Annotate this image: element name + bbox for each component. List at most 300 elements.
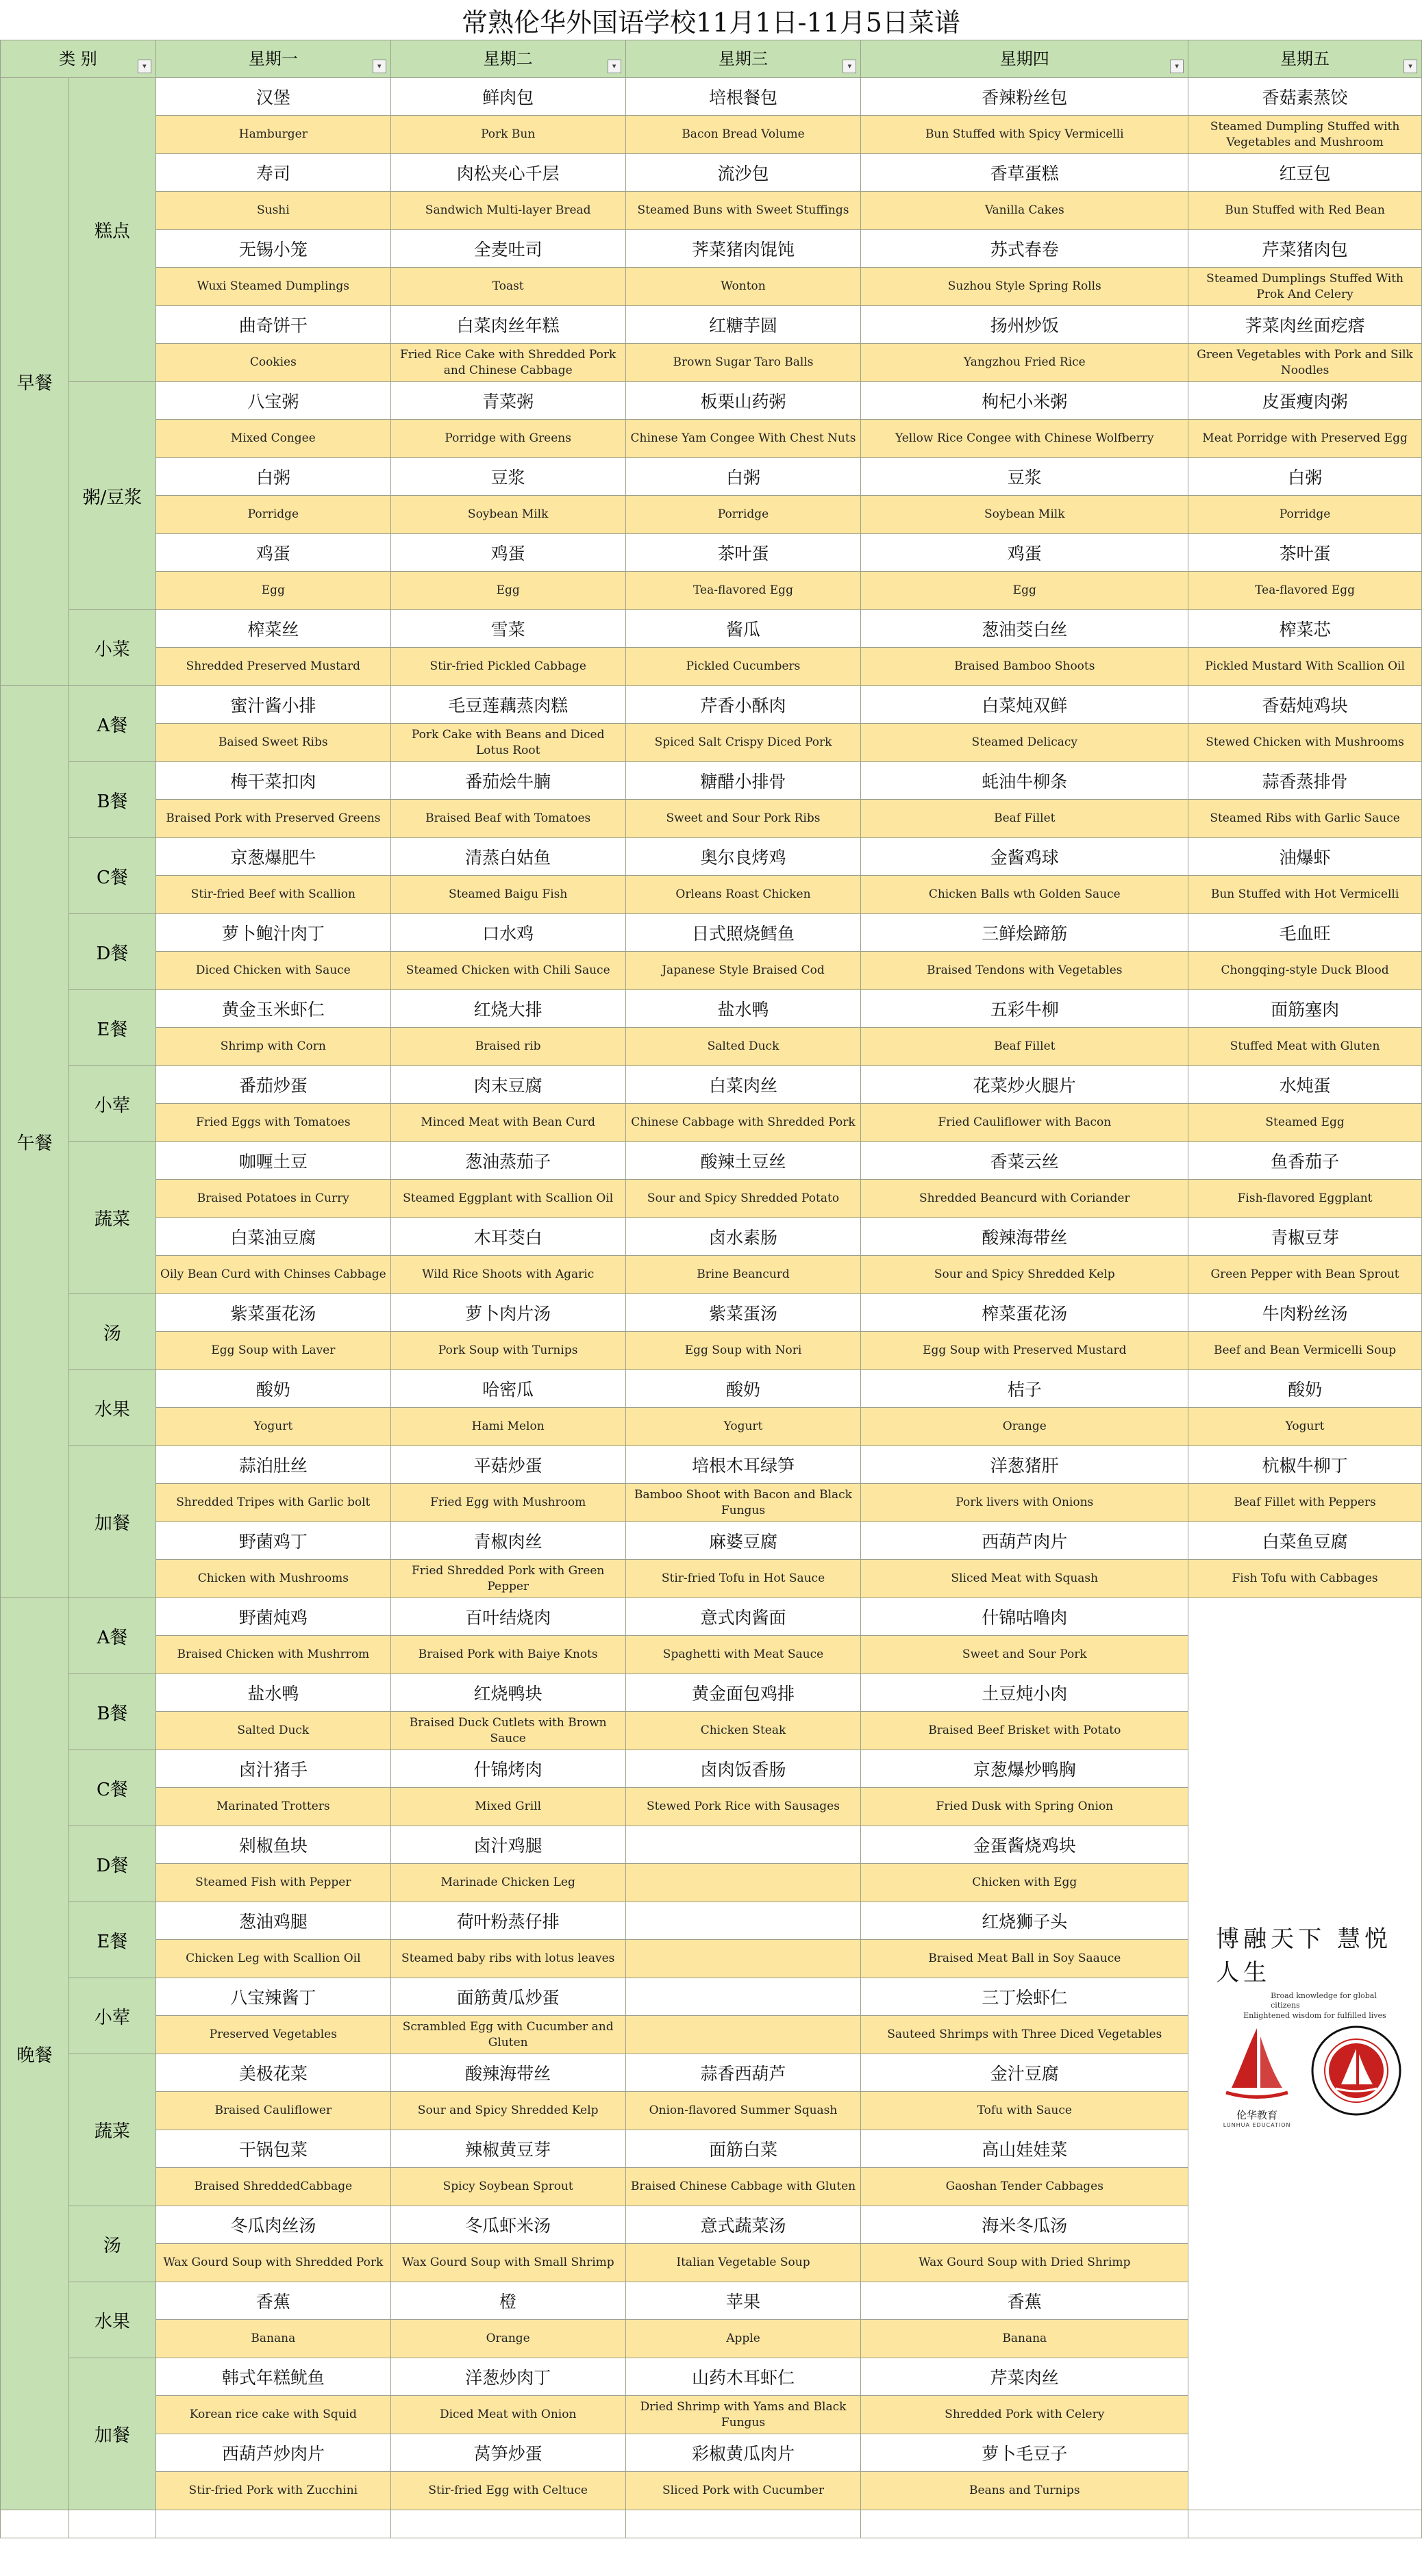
dish-name-zh[interactable]: 鸡蛋 — [390, 534, 625, 572]
dish-name-en[interactable]: Steamed Delicacy — [861, 724, 1188, 762]
dish-name-en[interactable]: Steamed Eggplant with Scallion Oil — [390, 1180, 625, 1218]
dish-name-en[interactable]: Onion-flavored Summer Squash — [625, 2092, 861, 2130]
dish-name-zh[interactable]: 酸辣海带丝 — [861, 1218, 1188, 1256]
dish-name-en[interactable]: Diced Chicken with Sauce — [155, 952, 390, 990]
dish-name-en[interactable]: Shredded Pork with Celery — [861, 2396, 1188, 2434]
dish-name-zh[interactable]: 榨菜芯 — [1188, 610, 1422, 648]
category-header[interactable] — [1, 40, 156, 78]
dish-name-zh[interactable]: 红豆包 — [1188, 154, 1422, 192]
dish-name-en[interactable]: Wonton — [625, 268, 861, 306]
dish-name-en[interactable]: Steamed Fish with Pepper — [155, 1864, 390, 1902]
dish-name-zh[interactable]: 糖醋小排骨 — [625, 762, 861, 800]
dish-name-zh[interactable]: 意式蔬菜汤 — [625, 2206, 861, 2244]
dish-name-en[interactable]: Oily Bean Curd with Chinses Cabbage — [155, 1256, 390, 1294]
dish-name-zh[interactable]: 毛豆莲藕蒸肉糕 — [390, 686, 625, 724]
dish-name-zh[interactable]: 金酱鸡球 — [861, 838, 1188, 876]
dish-name-zh[interactable]: 萝卜肉片汤 — [390, 1294, 625, 1332]
dish-name-en[interactable]: Porridge — [1188, 496, 1422, 534]
dish-name-zh[interactable]: 三丁烩虾仁 — [861, 1978, 1188, 2016]
dish-name-zh[interactable]: 茶叶蛋 — [1188, 534, 1422, 572]
dish-name-zh[interactable]: 葱油鸡腿 — [155, 1902, 390, 1940]
dish-name-zh[interactable]: 流沙包 — [625, 154, 861, 192]
dish-name-en[interactable]: Green Pepper with Bean Sprout — [1188, 1256, 1422, 1294]
dish-name-en[interactable]: Tea-flavored Egg — [625, 572, 861, 610]
dish-name-en[interactable]: Mixed Grill — [390, 1788, 625, 1826]
dish-name-en[interactable]: Banana — [861, 2320, 1188, 2358]
dish-name-en[interactable]: Stewed Pork Rice with Sausages — [625, 1788, 861, 1826]
dish-name-en[interactable]: Chicken with Mushrooms — [155, 1560, 390, 1598]
dish-name-zh[interactable]: 荠菜猪肉馄饨 — [625, 230, 861, 268]
dish-name-zh[interactable]: 油爆虾 — [1188, 838, 1422, 876]
dish-name-zh[interactable]: 酸辣海带丝 — [390, 2054, 625, 2092]
dish-name-en[interactable] — [625, 1940, 861, 1978]
dish-name-zh[interactable]: 香蕉 — [861, 2282, 1188, 2320]
dish-name-en[interactable]: Braised Chinese Cabbage with Gluten — [625, 2168, 861, 2206]
filter-dropdown-icon[interactable]: ▾ — [843, 60, 856, 73]
dish-name-en[interactable]: Toast — [390, 268, 625, 306]
dish-name-zh[interactable]: 无锡小笼 — [155, 230, 390, 268]
dish-name-en[interactable]: Braised Duck Cutlets with Brown Sauce — [390, 1712, 625, 1750]
dish-name-zh[interactable]: 辣椒黄豆芽 — [390, 2130, 625, 2168]
dish-name-zh[interactable]: 榨菜丝 — [155, 610, 390, 648]
dish-name-en[interactable]: Steamed Buns with Sweet Stuffings — [625, 192, 861, 230]
dish-name-en[interactable]: Pork Soup with Turnips — [390, 1332, 625, 1370]
dish-name-en[interactable]: Steamed Ribs with Garlic Sauce — [1188, 800, 1422, 838]
dish-name-en[interactable]: Chinese Cabbage with Shredded Pork — [625, 1104, 861, 1142]
dish-name-en[interactable]: Bamboo Shoot with Bacon and Black Fungus — [625, 1484, 861, 1522]
dish-name-en[interactable]: Braised Bamboo Shoots — [861, 648, 1188, 686]
dish-name-en[interactable]: Beaf Fillet — [861, 800, 1188, 838]
dish-name-en[interactable]: Italian Vegetable Soup — [625, 2244, 861, 2282]
dish-name-en[interactable]: Gaoshan Tender Cabbages — [861, 2168, 1188, 2206]
dish-name-en[interactable]: Braised Chicken with Mushrrom — [155, 1636, 390, 1674]
dish-name-en[interactable]: Wax Gourd Soup with Shredded Pork — [155, 2244, 390, 2282]
dish-name-en[interactable]: Egg Soup with Preserved Mustard — [861, 1332, 1188, 1370]
dish-name-zh[interactable]: 葱油茭白丝 — [861, 610, 1188, 648]
dish-name-zh[interactable]: 野菌鸡丁 — [155, 1522, 390, 1560]
dish-name-en[interactable]: Salted Duck — [625, 1028, 861, 1066]
dish-name-zh[interactable]: 蒜香西葫芦 — [625, 2054, 861, 2092]
dish-name-en[interactable]: Sour and Spicy Shredded Kelp — [390, 2092, 625, 2130]
dish-name-en[interactable]: Yogurt — [1188, 1408, 1422, 1446]
dish-name-en[interactable]: Chongqing-style Duck Blood — [1188, 952, 1422, 990]
dish-name-en[interactable]: Braised Meat Ball in Soy Saauce — [861, 1940, 1188, 1978]
dish-name-zh[interactable]: 西葫芦肉片 — [861, 1522, 1188, 1560]
dish-name-zh[interactable]: 卤汁猪手 — [155, 1750, 390, 1788]
dish-name-zh[interactable]: 金汁豆腐 — [861, 2054, 1188, 2092]
dish-name-zh[interactable]: 香菜云丝 — [861, 1142, 1188, 1180]
dish-name-zh[interactable]: 三鲜烩蹄筋 — [861, 914, 1188, 952]
dish-name-zh[interactable]: 曲奇饼干 — [155, 306, 390, 344]
dish-name-en[interactable]: Chicken with Egg — [861, 1864, 1188, 1902]
dish-name-en[interactable]: Yogurt — [155, 1408, 390, 1446]
dish-name-zh[interactable] — [625, 1902, 861, 1940]
dish-name-en[interactable]: Steamed Egg — [1188, 1104, 1422, 1142]
dish-name-zh[interactable]: 芹菜猪肉包 — [1188, 230, 1422, 268]
dish-name-zh[interactable]: 香菇炖鸡块 — [1188, 686, 1422, 724]
dish-name-en[interactable]: Fried Rice Cake with Shredded Pork and Chinese Cabbage — [390, 344, 625, 382]
dish-name-en[interactable]: Fried Shredded Pork with Green Pepper — [390, 1560, 625, 1598]
dish-name-zh[interactable]: 花菜炒火腿片 — [861, 1066, 1188, 1104]
dish-name-zh[interactable]: 面筋塞肉 — [1188, 990, 1422, 1028]
dish-name-en[interactable]: Wuxi Steamed Dumplings — [155, 268, 390, 306]
dish-name-zh[interactable]: 黄金玉米虾仁 — [155, 990, 390, 1028]
dish-name-zh[interactable]: 苏式春卷 — [861, 230, 1188, 268]
dish-name-zh[interactable]: 八宝辣酱丁 — [155, 1978, 390, 2016]
dish-name-zh[interactable]: 茶叶蛋 — [625, 534, 861, 572]
dish-name-en[interactable]: Hamburger — [155, 116, 390, 154]
dish-name-en[interactable]: Stir-fried Tofu in Hot Sauce — [625, 1560, 861, 1598]
dish-name-zh[interactable]: 毛血旺 — [1188, 914, 1422, 952]
dish-name-en[interactable]: Yellow Rice Congee with Chinese Wolfberry — [861, 420, 1188, 458]
dish-name-en[interactable]: Fried Cauliflower with Bacon — [861, 1104, 1188, 1142]
dish-name-zh[interactable]: 黄金面包鸡排 — [625, 1674, 861, 1712]
dish-name-en[interactable]: Bun Stuffed with Red Bean — [1188, 192, 1422, 230]
dish-name-en[interactable]: Pork livers with Onions — [861, 1484, 1188, 1522]
dish-name-zh[interactable]: 哈密瓜 — [390, 1370, 625, 1408]
dish-name-zh[interactable]: 土豆炖小肉 — [861, 1674, 1188, 1712]
dish-name-en[interactable]: Soybean Milk — [390, 496, 625, 534]
dish-name-zh[interactable]: 韩式年糕鱿鱼 — [155, 2358, 390, 2396]
dish-name-en[interactable]: Dried Shrimp with Yams and Black Fungus — [625, 2396, 861, 2434]
dish-name-zh[interactable]: 冬瓜肉丝汤 — [155, 2206, 390, 2244]
dish-name-en[interactable]: Orleans Roast Chicken — [625, 876, 861, 914]
dish-name-en[interactable]: Bacon Bread Volume — [625, 116, 861, 154]
dish-name-en[interactable]: Fish Tofu with Cabbages — [1188, 1560, 1422, 1598]
dish-name-en[interactable]: Pork Bun — [390, 116, 625, 154]
dish-name-zh[interactable]: 白菜肉丝 — [625, 1066, 861, 1104]
dish-name-zh[interactable]: 豆浆 — [861, 458, 1188, 496]
dish-name-en[interactable]: Steamed Baigu Fish — [390, 876, 625, 914]
dish-name-en[interactable]: Sliced Meat with Squash — [861, 1560, 1188, 1598]
dish-name-zh[interactable]: 肉末豆腐 — [390, 1066, 625, 1104]
dish-name-en[interactable]: Korean rice cake with Squid — [155, 2396, 390, 2434]
dish-name-en[interactable]: Preserved Vegetables — [155, 2016, 390, 2054]
dish-name-en[interactable]: Stuffed Meat with Gluten — [1188, 1028, 1422, 1066]
dish-name-zh[interactable]: 白粥 — [1188, 458, 1422, 496]
dish-name-zh[interactable]: 红烧狮子头 — [861, 1902, 1188, 1940]
dish-name-en[interactable]: Suzhou Style Spring Rolls — [861, 268, 1188, 306]
dish-name-zh[interactable]: 洋葱猪肝 — [861, 1446, 1188, 1484]
dish-name-en[interactable]: Yangzhou Fried Rice — [861, 344, 1188, 382]
dish-name-zh[interactable]: 奥尔良烤鸡 — [625, 838, 861, 876]
dish-name-en[interactable]: Steamed Dumpling Stuffed with Vegetables and Mushroom — [1188, 116, 1422, 154]
dish-name-zh[interactable]: 萝卜毛豆子 — [861, 2434, 1188, 2472]
dish-name-zh[interactable]: 鲜肉包 — [390, 78, 625, 116]
filter-dropdown-icon[interactable]: ▾ — [608, 60, 621, 73]
dish-name-en[interactable]: Egg — [390, 572, 625, 610]
dish-name-en[interactable]: Chinese Yam Congee With Chest Nuts — [625, 420, 861, 458]
dish-name-zh[interactable]: 八宝粥 — [155, 382, 390, 420]
dish-name-zh[interactable]: 苹果 — [625, 2282, 861, 2320]
dish-name-en[interactable]: Egg Soup with Laver — [155, 1332, 390, 1370]
dish-name-zh[interactable]: 桔子 — [861, 1370, 1188, 1408]
filter-dropdown-icon[interactable]: ▾ — [1170, 60, 1184, 73]
dish-name-zh[interactable]: 五彩牛柳 — [861, 990, 1188, 1028]
dish-name-zh[interactable]: 口水鸡 — [390, 914, 625, 952]
dish-name-en[interactable]: Braised Cauliflower — [155, 2092, 390, 2130]
dish-name-zh[interactable]: 青菜粥 — [390, 382, 625, 420]
dish-name-zh[interactable]: 青椒肉丝 — [390, 1522, 625, 1560]
dish-name-zh[interactable]: 百叶结烧肉 — [390, 1598, 625, 1636]
dish-name-zh[interactable]: 紫菜蛋花汤 — [155, 1294, 390, 1332]
dish-name-en[interactable]: Shredded Tripes with Garlic bolt — [155, 1484, 390, 1522]
dish-name-en[interactable]: Baised Sweet Ribs — [155, 724, 390, 762]
dish-name-zh[interactable]: 葱油蒸茄子 — [390, 1142, 625, 1180]
dish-name-zh[interactable]: 酸奶 — [1188, 1370, 1422, 1408]
dish-name-zh[interactable]: 蒜泊肚丝 — [155, 1446, 390, 1484]
dish-name-zh[interactable]: 白菜鱼豆腐 — [1188, 1522, 1422, 1560]
dish-name-zh[interactable]: 日式照烧鳕鱼 — [625, 914, 861, 952]
dish-name-en[interactable]: Pickled Cucumbers — [625, 648, 861, 686]
dish-name-zh[interactable]: 野菌炖鸡 — [155, 1598, 390, 1636]
dish-name-zh[interactable]: 番茄烩牛腩 — [390, 762, 625, 800]
dish-name-en[interactable]: Beef and Bean Vermicelli Soup — [1188, 1332, 1422, 1370]
dish-name-zh[interactable]: 西葫芦炒肉片 — [155, 2434, 390, 2472]
dish-name-zh[interactable]: 盐水鸭 — [155, 1674, 390, 1712]
dish-name-en[interactable]: Diced Meat with Onion — [390, 2396, 625, 2434]
dish-name-zh[interactable]: 白菜肉丝年糕 — [390, 306, 625, 344]
dish-name-zh[interactable]: 香蕉 — [155, 2282, 390, 2320]
dish-name-en[interactable]: Shredded Preserved Mustard — [155, 648, 390, 686]
filter-dropdown-icon[interactable]: ▾ — [138, 60, 151, 73]
dish-name-zh[interactable]: 干锅包菜 — [155, 2130, 390, 2168]
dish-name-zh[interactable]: 麻婆豆腐 — [625, 1522, 861, 1560]
dish-name-zh[interactable]: 酸奶 — [155, 1370, 390, 1408]
day-header-wed[interactable] — [625, 40, 861, 78]
dish-name-en[interactable]: Egg — [155, 572, 390, 610]
dish-name-zh[interactable]: 红糖芋圆 — [625, 306, 861, 344]
dish-name-en[interactable] — [625, 1864, 861, 1902]
dish-name-en[interactable]: Braised ShreddedCabbage — [155, 2168, 390, 2206]
dish-name-zh[interactable]: 酱瓜 — [625, 610, 861, 648]
dish-name-en[interactable]: Braised Pork with Preserved Greens — [155, 800, 390, 838]
dish-name-en[interactable]: Stir-fried Egg with Celtuce — [390, 2472, 625, 2510]
dish-name-en[interactable]: Sauteed Shrimps with Three Diced Vegetables — [861, 2016, 1188, 2054]
dish-name-en[interactable]: Salted Duck — [155, 1712, 390, 1750]
dish-name-en[interactable]: Tea-flavored Egg — [1188, 572, 1422, 610]
dish-name-zh[interactable]: 美极花菜 — [155, 2054, 390, 2092]
dish-name-zh[interactable]: 卤肉饭香肠 — [625, 1750, 861, 1788]
dish-name-en[interactable]: Fried Egg with Mushroom — [390, 1484, 625, 1522]
dish-name-en[interactable]: Sweet and Sour Pork Ribs — [625, 800, 861, 838]
dish-name-zh[interactable]: 水炖蛋 — [1188, 1066, 1422, 1104]
dish-name-zh[interactable]: 白菜炖双鲜 — [861, 686, 1188, 724]
dish-name-en[interactable]: Spiced Salt Crispy Diced Pork — [625, 724, 861, 762]
day-header-thu[interactable] — [861, 40, 1188, 78]
dish-name-en[interactable]: Sandwich Multi-layer Bread — [390, 192, 625, 230]
filter-dropdown-icon[interactable]: ▾ — [1404, 60, 1417, 73]
dish-name-en[interactable]: Porridge — [155, 496, 390, 534]
dish-name-en[interactable]: Braised rib — [390, 1028, 625, 1066]
dish-name-zh[interactable]: 橙 — [390, 2282, 625, 2320]
dish-name-zh[interactable]: 海米冬瓜汤 — [861, 2206, 1188, 2244]
dish-name-zh[interactable]: 蚝油牛柳条 — [861, 762, 1188, 800]
dish-name-zh[interactable]: 红烧鸭块 — [390, 1674, 625, 1712]
dish-name-zh[interactable]: 鸡蛋 — [155, 534, 390, 572]
dish-name-en[interactable]: Braised Pork with Baiye Knots — [390, 1636, 625, 1674]
dish-name-en[interactable]: Chicken Balls wth Golden Sauce — [861, 876, 1188, 914]
day-header-fri[interactable] — [1188, 40, 1422, 78]
dish-name-en[interactable]: Sour and Spicy Shredded Potato — [625, 1180, 861, 1218]
dish-name-zh[interactable]: 板栗山药粥 — [625, 382, 861, 420]
dish-name-en[interactable]: Stir-fried Pork with Zucchini — [155, 2472, 390, 2510]
dish-name-zh[interactable]: 梅干菜扣肉 — [155, 762, 390, 800]
dish-name-zh[interactable]: 盐水鸭 — [625, 990, 861, 1028]
dish-name-en[interactable]: Braised Beef Brisket with Potato — [861, 1712, 1188, 1750]
dish-name-zh[interactable]: 榨菜蛋花汤 — [861, 1294, 1188, 1332]
dish-name-en[interactable]: Egg Soup with Nori — [625, 1332, 861, 1370]
dish-name-en[interactable]: Beans and Turnips — [861, 2472, 1188, 2510]
dish-name-zh[interactable]: 蜜汁酱小排 — [155, 686, 390, 724]
dish-name-zh[interactable]: 荠菜肉丝面疙瘩 — [1188, 306, 1422, 344]
dish-name-zh[interactable] — [625, 1826, 861, 1864]
dish-name-en[interactable]: Wild Rice Shoots with Agaric — [390, 1256, 625, 1294]
dish-name-en[interactable]: Sour and Spicy Shredded Kelp — [861, 1256, 1188, 1294]
dish-name-zh[interactable]: 鱼香茄子 — [1188, 1142, 1422, 1180]
dish-name-en[interactable]: Stir-fried Pickled Cabbage — [390, 648, 625, 686]
dish-name-zh[interactable]: 牛肉粉丝汤 — [1188, 1294, 1422, 1332]
dish-name-zh[interactable]: 高山娃娃菜 — [861, 2130, 1188, 2168]
dish-name-en[interactable]: Bun Stuffed with Hot Vermicelli — [1188, 876, 1422, 914]
dish-name-en[interactable]: Pork Cake with Beans and Diced Lotus Root — [390, 724, 625, 762]
dish-name-en[interactable]: Beaf Fillet — [861, 1028, 1188, 1066]
dish-name-en[interactable]: Minced Meat with Bean Curd — [390, 1104, 625, 1142]
dish-name-en[interactable]: Hami Melon — [390, 1408, 625, 1446]
dish-name-en[interactable]: Wax Gourd Soup with Small Shrimp — [390, 2244, 625, 2282]
dish-name-en[interactable]: Tofu with Sauce — [861, 2092, 1188, 2130]
dish-name-en[interactable]: Sliced Pork with Cucumber — [625, 2472, 861, 2510]
dish-name-en[interactable]: Sweet and Sour Pork — [861, 1636, 1188, 1674]
filter-dropdown-icon[interactable]: ▾ — [373, 60, 386, 73]
dish-name-zh[interactable]: 培根餐包 — [625, 78, 861, 116]
dish-name-zh[interactable]: 山药木耳虾仁 — [625, 2358, 861, 2396]
dish-name-en[interactable] — [625, 2016, 861, 2054]
dish-name-zh[interactable]: 剁椒鱼块 — [155, 1826, 390, 1864]
dish-name-en[interactable]: Wax Gourd Soup with Dried Shrimp — [861, 2244, 1188, 2282]
dish-name-zh[interactable]: 什锦烤肉 — [390, 1750, 625, 1788]
dish-name-zh[interactable]: 京葱爆炒鸭胸 — [861, 1750, 1188, 1788]
dish-name-zh[interactable]: 莴笋炒蛋 — [390, 2434, 625, 2472]
dish-name-zh[interactable]: 荷叶粉蒸仔排 — [390, 1902, 625, 1940]
dish-name-zh[interactable]: 卤水素肠 — [625, 1218, 861, 1256]
dish-name-en[interactable]: Cookies — [155, 344, 390, 382]
dish-name-en[interactable]: Apple — [625, 2320, 861, 2358]
dish-name-en[interactable]: Porridge with Greens — [390, 420, 625, 458]
dish-name-zh[interactable]: 雪菜 — [390, 610, 625, 648]
dish-name-zh[interactable]: 卤汁鸡腿 — [390, 1826, 625, 1864]
dish-name-zh[interactable]: 紫菜蛋汤 — [625, 1294, 861, 1332]
dish-name-zh[interactable] — [625, 1978, 861, 2016]
dish-name-zh[interactable]: 白粥 — [155, 458, 390, 496]
dish-name-zh[interactable]: 面筋黄瓜炒蛋 — [390, 1978, 625, 2016]
dish-name-zh[interactable]: 平菇炒蛋 — [390, 1446, 625, 1484]
dish-name-en[interactable]: Stir-fried Beef with Scallion — [155, 876, 390, 914]
dish-name-en[interactable]: Mixed Congee — [155, 420, 390, 458]
dish-name-zh[interactable]: 香草蛋糕 — [861, 154, 1188, 192]
dish-name-zh[interactable]: 彩椒黄瓜肉片 — [625, 2434, 861, 2472]
dish-name-zh[interactable]: 扬州炒饭 — [861, 306, 1188, 344]
dish-name-en[interactable]: Banana — [155, 2320, 390, 2358]
dish-name-zh[interactable]: 汉堡 — [155, 78, 390, 116]
dish-name-en[interactable]: Shrimp with Corn — [155, 1028, 390, 1066]
dish-name-en[interactable]: Brown Sugar Taro Balls — [625, 344, 861, 382]
dish-name-zh[interactable]: 鸡蛋 — [861, 534, 1188, 572]
dish-name-zh[interactable]: 全麦吐司 — [390, 230, 625, 268]
dish-name-zh[interactable]: 萝卜鲍汁肉丁 — [155, 914, 390, 952]
dish-name-en[interactable]: Shredded Beancurd with Coriander — [861, 1180, 1188, 1218]
dish-name-en[interactable]: Spaghetti with Meat Sauce — [625, 1636, 861, 1674]
dish-name-zh[interactable]: 肉松夹心千层 — [390, 154, 625, 192]
dish-name-zh[interactable]: 木耳茭白 — [390, 1218, 625, 1256]
dish-name-en[interactable]: Sushi — [155, 192, 390, 230]
dish-name-zh[interactable]: 香辣粉丝包 — [861, 78, 1188, 116]
dish-name-zh[interactable]: 酸辣土豆丝 — [625, 1142, 861, 1180]
dish-name-en[interactable]: Egg — [861, 572, 1188, 610]
dish-name-zh[interactable]: 番茄炒蛋 — [155, 1066, 390, 1104]
dish-name-zh[interactable]: 什锦咕噜肉 — [861, 1598, 1188, 1636]
dish-name-en[interactable]: Fried Eggs with Tomatoes — [155, 1104, 390, 1142]
dish-name-en[interactable]: Green Vegetables with Pork and Silk Noodles — [1188, 344, 1422, 382]
dish-name-en[interactable]: Stewed Chicken with Mushrooms — [1188, 724, 1422, 762]
dish-name-en[interactable]: Orange — [861, 1408, 1188, 1446]
dish-name-zh[interactable]: 蒜香蒸排骨 — [1188, 762, 1422, 800]
dish-name-en[interactable]: Fish-flavored Eggplant — [1188, 1180, 1422, 1218]
dish-name-zh[interactable]: 酸奶 — [625, 1370, 861, 1408]
day-header-tue[interactable] — [390, 40, 625, 78]
dish-name-en[interactable]: Spicy Soybean Sprout — [390, 2168, 625, 2206]
dish-name-en[interactable]: Marinated Trotters — [155, 1788, 390, 1826]
dish-name-en[interactable]: Japanese Style Braised Cod — [625, 952, 861, 990]
dish-name-zh[interactable]: 芹菜肉丝 — [861, 2358, 1188, 2396]
dish-name-zh[interactable]: 红烧大排 — [390, 990, 625, 1028]
dish-name-zh[interactable]: 杭椒牛柳丁 — [1188, 1446, 1422, 1484]
dish-name-en[interactable]: Soybean Milk — [861, 496, 1188, 534]
dish-name-zh[interactable]: 意式肉酱面 — [625, 1598, 861, 1636]
dish-name-en[interactable]: Vanilla Cakes — [861, 192, 1188, 230]
dish-name-en[interactable]: Steamed Chicken with Chili Sauce — [390, 952, 625, 990]
dish-name-en[interactable]: Meat Porridge with Preserved Egg — [1188, 420, 1422, 458]
dish-name-zh[interactable]: 金蛋酱烧鸡块 — [861, 1826, 1188, 1864]
day-header-mon[interactable] — [155, 40, 390, 78]
dish-name-zh[interactable]: 面筋白菜 — [625, 2130, 861, 2168]
dish-name-zh[interactable]: 培根木耳绿笋 — [625, 1446, 861, 1484]
dish-name-zh[interactable]: 寿司 — [155, 154, 390, 192]
dish-name-en[interactable]: Scrambled Egg with Cucumber and Gluten — [390, 2016, 625, 2054]
dish-name-en[interactable]: Steamed Dumplings Stuffed With Prok And Celery — [1188, 268, 1422, 306]
dish-name-en[interactable]: Bun Stuffed with Spicy Vermicelli — [861, 116, 1188, 154]
dish-name-zh[interactable]: 京葱爆肥牛 — [155, 838, 390, 876]
dish-name-zh[interactable]: 白菜油豆腐 — [155, 1218, 390, 1256]
dish-name-zh[interactable]: 青椒豆芽 — [1188, 1218, 1422, 1256]
dish-name-zh[interactable]: 香菇素蒸饺 — [1188, 78, 1422, 116]
dish-name-en[interactable]: Braised Tendons with Vegetables — [861, 952, 1188, 990]
dish-name-en[interactable]: Orange — [390, 2320, 625, 2358]
dish-name-zh[interactable]: 咖喱土豆 — [155, 1142, 390, 1180]
dish-name-zh[interactable]: 枸杞小米粥 — [861, 382, 1188, 420]
dish-name-en[interactable]: Beaf Fillet with Peppers — [1188, 1484, 1422, 1522]
dish-name-zh[interactable]: 皮蛋瘦肉粥 — [1188, 382, 1422, 420]
dish-name-en[interactable]: Chicken Steak — [625, 1712, 861, 1750]
dish-name-en[interactable]: Braised Beaf with Tomatoes — [390, 800, 625, 838]
dish-name-zh[interactable]: 冬瓜虾米汤 — [390, 2206, 625, 2244]
dish-name-en[interactable]: Fried Dusk with Spring Onion — [861, 1788, 1188, 1826]
dish-name-zh[interactable]: 芹香小酥肉 — [625, 686, 861, 724]
dish-name-en[interactable]: Steamed baby ribs with lotus leaves — [390, 1940, 625, 1978]
dish-name-zh[interactable]: 豆浆 — [390, 458, 625, 496]
dish-name-en[interactable]: Marinade Chicken Leg — [390, 1864, 625, 1902]
dish-name-en[interactable]: Porridge — [625, 496, 861, 534]
